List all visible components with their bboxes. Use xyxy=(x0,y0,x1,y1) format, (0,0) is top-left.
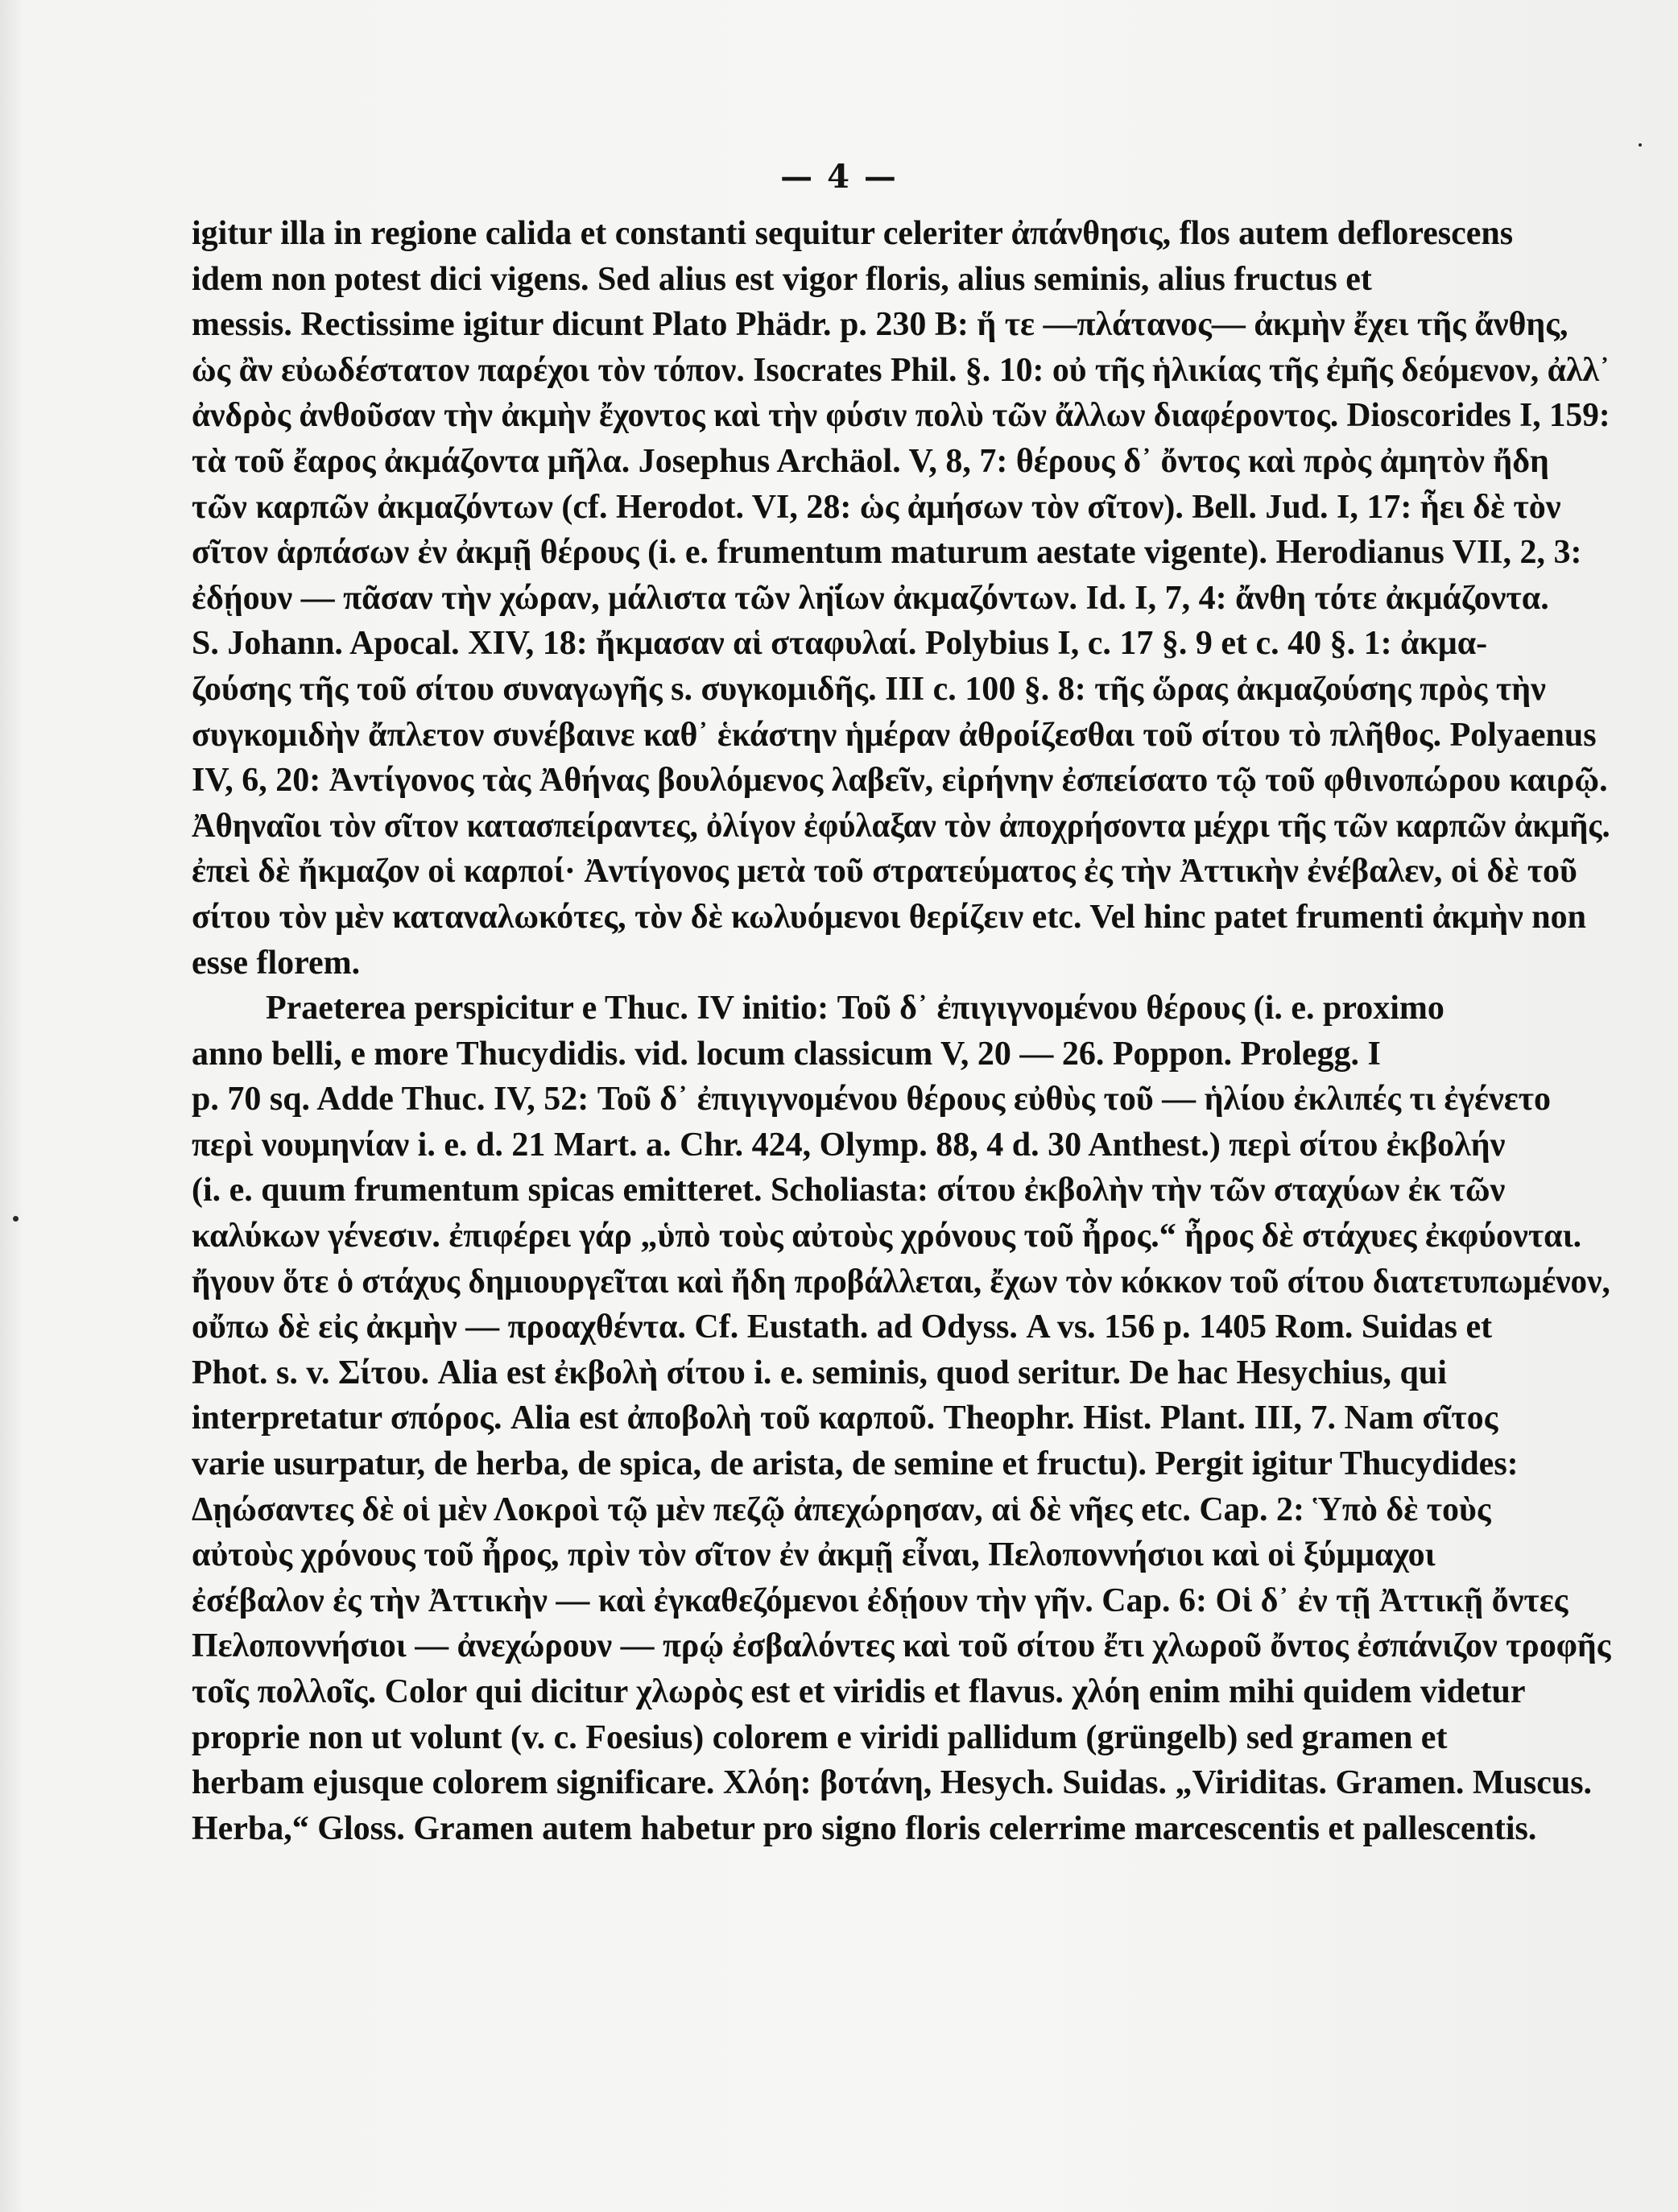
text-line: συγκομιδὴν ἄπλετον συνέβαινε καθ᾽ ἑκάστην ἡμέραν ἀθροίζεσθαι τοῦ σίτου τὸ πλῆθος. Polyaenus xyxy=(192,716,1597,754)
text-line: οὔπω δὲ εἰς ἀκμὴν — προαχθέντα. Cf. Eustath. ad Odyss. Α vs. 156 p. 1405 Rom. Suidas et xyxy=(192,1309,1493,1346)
text-line: S. Johann. Apocal. XIV, 18: ἤκμασαν αἱ σταφυλαί. Polybius I, c. 17 §. 9 et c. 40 §. 1: ἀκμα- xyxy=(192,625,1488,663)
text-line: herbam ejusque colorem significare. Χλόη: βοτάνη, Hesych. Suidas. „Viriditas. Gramen. Muscus. xyxy=(192,1764,1593,1802)
text-line: ὡς ἂν εὐωδέστατον παρέχοι τὸν τόπον. Isocrates Phil. §. 10: οὐ τῆς ἡλικίας τῆς ἐμῆς δεόμενον, ἀλλ᾽ xyxy=(192,351,1610,389)
text-line: σίτου τὸν μὲν καταναλωκότες, τὸν δὲ κωλυόμενοι θερίζειν etc. Vel hinc patet frumenti ἀκμὴν non xyxy=(192,898,1587,936)
text-line: p. 70 sq. Adde Thuc. IV, 52: Τοῦ δ᾽ ἐπιγιγνομένου θέρους εὐθὺς τοῦ — ἡλίου ἐκλιπές τι ἐγένετο xyxy=(192,1081,1552,1118)
ink-speck xyxy=(1639,143,1642,147)
text-line: περὶ νουμηνίαν i. e. d. 21 Mart. a. Chr. 424, Olymp. 88, 4 d. 30 Anthest.) περὶ σίτου ἐκβολήν xyxy=(192,1126,1506,1164)
text-line: ἐσέβαλον ἐς τὴν Ἀττικὴν — καὶ ἐγκαθεζόμενοι ἐδῄουν τὴν γῆν. Cap. 6: Οἱ δ᾽ ἐν τῇ Ἀττικῇ ὄντες xyxy=(192,1581,1568,1619)
text-line: ζούσης τῆς τοῦ σίτου συναγωγῆς s. συγκομιδῆς. III c. 100 §. 8: τῆς ὥρας ἀκμαζούσης πρὸς τὴν xyxy=(192,670,1546,708)
text-line: ἐπεὶ δὲ ἤκμαζον οἱ καρποί· Ἀντίγονος μετὰ τοῦ στρατεύματος ἐς τὴν Ἀττικὴν ἐνέβαλεν, οἱ δὲ τοῦ xyxy=(192,853,1577,891)
text-line: τοῖς πολλοῖς. Color qui dicitur χλωρὸς est et viridis et flavus. χλόη enim mihi quidem videtur xyxy=(192,1673,1526,1710)
text-line: proprie non ut volunt (v. c. Foesius) colorem e viridi pallidum (grüngelb) sed gramen et xyxy=(192,1718,1448,1756)
text-line: idem non potest dici vigens. Sed alius est vigor floris, alius seminis, alius fructus et xyxy=(192,260,1372,298)
text-line: καλύκων γένεσιν. ἐπιφέρει γάρ „ὑπὸ τοὺς αὐτοὺς χρόνους τοῦ ἦρος.“ ἦρος δὲ στάχυες ἐκφύονται. xyxy=(192,1218,1582,1255)
ink-speck xyxy=(13,1216,19,1222)
text-line: Δῃώσαντες δὲ οἱ μὲν Λοκροὶ τῷ μὲν πεζῷ ἀπεχώρησαν, αἱ δὲ νῆες etc. Cap. 2: Ὑπὸ δὲ τοὺς xyxy=(192,1491,1491,1528)
body-text xyxy=(192,211,1610,1851)
text-line: esse florem. xyxy=(192,944,361,982)
text-line: Herba,“ Gloss. Gramen autem habetur pro signo floris celerrime marcescentis et pallescentis. xyxy=(192,1809,1537,1847)
text-line: Πελοποννήσιοι — ἀνεχώρουν — πρῴ ἐσβαλόντες καὶ τοῦ σίτου ἔτι χλωροῦ ὄντος ἐσπάνιζον τροφῆς xyxy=(192,1627,1611,1665)
text-line: interpretatur σπόρος. Alia est ἀποβολὴ τοῦ καρποῦ. Theophr. Hist. Plant. III, 7. Nam σῖτος xyxy=(192,1400,1498,1437)
text-line: ἀνδρὸς ἀνθοῦσαν τὴν ἀκμὴν ἔχοντος καὶ τὴν φύσιν πολὺ τῶν ἄλλων διαφέροντος. Dioscorides I, 159: xyxy=(192,397,1610,435)
text-line: τὰ τοῦ ἔαρος ἀκμάζοντα μῆλα. Josephus Archäol. V, 8, 7: θέρους δ᾽ ὄντος καὶ πρὸς ἀμητὸν ἤδη xyxy=(192,442,1549,480)
text-line: ἐδῄουν — πᾶσαν τὴν χώραν, μάλιστα τῶν λη̈ίων ἀκμαζόντων. Id. I, 7, 4: ἄνθη τότε ἀκμάζοντα. xyxy=(192,579,1549,617)
text-line: IV, 6, 20: Ἀντίγονος τὰς Ἀθήνας βουλόμενος λαβεῖν, εἰρήνην ἐσπείσατο τῷ τοῦ φθινοπώρου καιρῷ. xyxy=(192,762,1608,800)
text-line: anno belli, e more Thucydidis. vid. locum classicum V, 20 — 26. Poppon. Prolegg. I xyxy=(192,1035,1381,1073)
text-line: Phot. s. v. Σίτου. Alia est ἐκβολὴ σίτου i. e. seminis, quod seritur. De hac Hesychius, qui xyxy=(192,1354,1447,1391)
text-line: τῶν καρπῶν ἀκμαζόντων (cf. Herodot. VI, 28: ὡς ἀμήσων τὸν σῖτον). Bell. Jud. I, 17: ἧει δὲ τὸν xyxy=(192,488,1561,526)
text-line: ἤγουν ὅτε ὁ στάχυς δημιουργεῖται καὶ ἤδη προβάλλεται, ἔχων τὸν κόκκον τοῦ σίτου διατετυπωμένον, xyxy=(192,1263,1610,1300)
text-line: αὐτοὺς χρόνους τοῦ ἦρος, πρὶν τὸν σῖτον ἐν ἀκμῇ εἶναι, Πελοποννήσιοι καὶ οἱ ξύμμαχοι xyxy=(192,1536,1436,1574)
text-line: σῖτον ἁρπάσων ἐν ἀκμῇ θέρους (i. e. frumentum maturum aestate vigente). Herodianus VII, 2, 3: xyxy=(192,534,1582,572)
text-line: varie usurpatur, de herba, de spica, de arista, de semine et fructu). Pergit igitur Thucydides: xyxy=(192,1445,1519,1483)
text-line: igitur illa in regione calida et constanti sequitur celeriter ἀπάνθησις, flos autem deflorescens xyxy=(192,215,1514,252)
paragraph-start-line: Praeterea perspicitur e Thuc. IV initio: Τοῦ δ᾽ ἐπιγιγνομένου θέρους (i. e. proximo xyxy=(266,990,1444,1027)
text-line: messis. Rectissime igitur dicunt Plato Phädr. p. 230 B: ἥ τε —πλάτανος— ἀκμὴν ἔχει τῆς ἄνθης, xyxy=(192,306,1568,344)
text-line: (i. e. quum frumentum spicas emitteret. Scholiasta: σίτου ἐκβολὴν τὴν τῶν σταχύων ἐκ τῶν xyxy=(192,1172,1506,1209)
text-line: Ἀθηναῖοι τὸν σῖτον κατασπείραντες, ὀλίγον ἐφύλαξαν τὸν ἀποχρήσοντα μέχρι τῆς τῶν καρπῶν ἀκμῆς. xyxy=(192,807,1610,845)
page-number: — 4 — xyxy=(780,158,898,196)
